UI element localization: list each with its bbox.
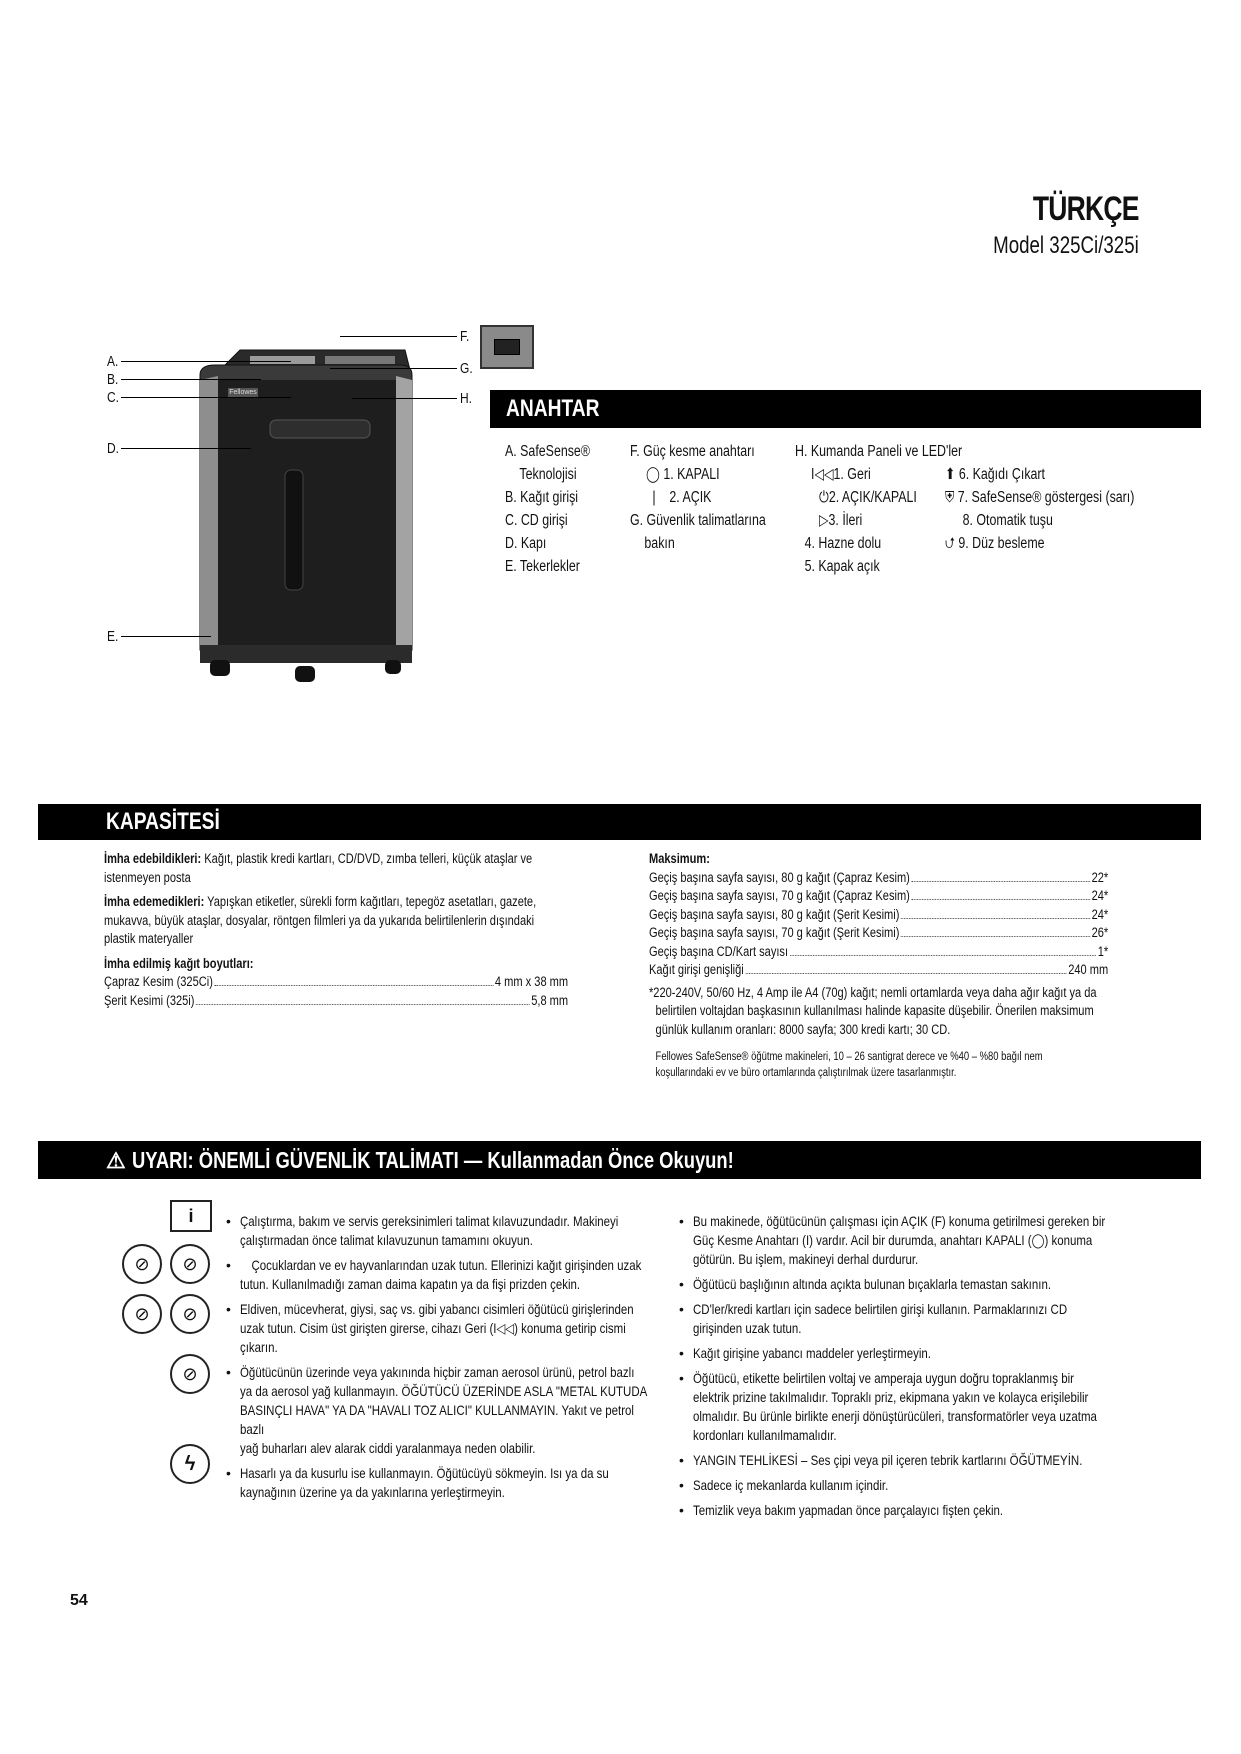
paper-clear-icon: ⬆ (945, 466, 959, 483)
capacity-note-2: belirtilen voltajdan başkasının kullanılması halinde kapasite düşebilir. Önerilen maksimum (655, 1003, 1094, 1018)
warning-right-column (679, 1212, 1179, 1520)
key-item-g1: G. Güvenlik talimatlarına (630, 512, 766, 529)
warning-item: • Bu makinede, öğütücünün çalışması için AÇIK (F) konuma getirilmesi gereken bir Güç Kesme Anahtarı (I) vardır. Acil bir durumda, anahtarı KAPALI (◯) konuma götürün. Bu işlem, makineyi derhal durdurur. (679, 1213, 1106, 1267)
page-number: 54 (70, 1592, 88, 1609)
warning-item: • Sadece iç mekanlarda kullanım içindir. (679, 1477, 889, 1493)
warning-item: • Öğütücü başlığının altında açıkta bulunan bıçaklarla temastan sakının. (679, 1276, 1052, 1292)
capacity-foot-1: Fellowes SafeSense® öğütme makineleri, 10 – 26 santigrat derece ve %40 – %80 bağıl nem (655, 1051, 1043, 1063)
power-switch-icon (480, 325, 534, 369)
label-d: D. (107, 440, 119, 457)
key-item-h7: ⛨ 7. SafeSense® göstergesi (sarı) (945, 489, 1135, 506)
warning-left-column (226, 1212, 656, 1502)
no-hair-icon: ⊘ (170, 1294, 210, 1334)
label-h: H. (460, 390, 472, 407)
label-g: G. (460, 360, 473, 377)
no-aerosol-icon: ⊘ (170, 1354, 210, 1394)
key-column-1 (505, 440, 611, 578)
shred-size-row: Çapraz Kesim (325Ci) 4 mm x 38 mm (104, 974, 569, 989)
key-section-header: ANAHTAR (490, 390, 1201, 428)
on-bar-icon: | (652, 489, 670, 506)
cannot-shred-line-1: İmha edemedikleri: Yapışkan etiketler, sürekli form kağıtları, tepegöz asetatları, gazete, (104, 894, 537, 909)
key-item-h9: ⮍ 9. Düz besleme (945, 535, 1045, 552)
warning-item: • Eldiven, mücevherat, giysi, saç vs. gibi yabancı cisimleri öğütücü girişlerinden uzak tutun. Cisim üst girişten girerse, cihazı Geri (I◁◁) konuma getirip cismi çıkarın. (226, 1301, 634, 1355)
capacity-left (104, 850, 664, 1010)
capacity-foot-2: koşullarındaki ev ve büro ortamlarında çalıştırılmak üzere tasarlanmıştır. (655, 1067, 957, 1079)
leader-c (121, 397, 291, 398)
key-item-h3: ▷3. İleri (819, 512, 863, 529)
max-label: Maksimum: (649, 851, 710, 866)
warning-item: • Öğütücünün üzerinde veya yakınında hiçbir zaman aerosol ürünü, petrol bazlı ya da aerosol yağ kullanmayın. ÖĞÜTÜCÜ ÜZERİNDE ASLA "METAL KUTUDA BASINÇLI HAVA" YA DA "HAVALI TOZ ALICI" KULLANMAYIN. Yakıt ve petrol bazlı yağ buharları alev alarak ciddi yaralanmaya neden olabilir. (226, 1364, 648, 1456)
max-row: Geçiş başına sayfa sayısı, 80 g kağıt (Şerit Kesimi) 24* (649, 906, 1109, 922)
max-row: Kağıt girişi genişliği 240 mm (649, 962, 1109, 977)
shred-sizes-label: İmha edilmiş kağıt boyutları: (104, 955, 254, 971)
capacity-note-1: *220-240V, 50/60 Hz, 4 Amp ile A4 (70g) kağıt; nemli ortamlarda veya daha ağır kağıt ya da (649, 984, 1097, 1000)
can-shred-line-2: istenmeyen posta (104, 869, 191, 885)
leader-e (121, 636, 211, 637)
read-manual-icon: i (170, 1200, 212, 1232)
label-e: E. (107, 628, 119, 645)
shred-size-row: Şerit Kesimi (325i) 5,8 mm (104, 992, 569, 1008)
warning-item: • CD'ler/kredi kartları için sadece belirtilen girişi kullanın. Parmaklarınızı CD girişinden uzak tutun. (679, 1301, 1068, 1336)
electric-hazard-icon: ϟ (170, 1444, 210, 1484)
reverse-icon: I◁◁ (811, 466, 834, 483)
max-row: Geçiş başına CD/Kart sayısı 1* (649, 943, 1109, 959)
warning-item: • Temizlik veya bakım yapmadan önce parçalayıcı fişten çekin. (679, 1502, 1004, 1518)
no-hands-icon: ⊘ (170, 1244, 210, 1284)
warning-item: • Çocuklardan ve ev hayvanlarından uzak tutun. Ellerinizi kağıt girişinden uzak tutun. Kullanılmadığı zaman daima kapatın ya da fişi prizden çekin. (226, 1257, 642, 1292)
shredder-diagram (100, 320, 480, 700)
power-icon: ⏻ (819, 489, 829, 506)
no-children-icon: ⊘ (122, 1244, 162, 1284)
leader-a (121, 361, 291, 362)
shredder-illustration (100, 320, 480, 700)
capacity-note-3: günlük kullanım oranları: 8000 sayfa; 300 kredi kartı; 30 CD. (655, 1021, 951, 1037)
leader-d (121, 448, 251, 449)
model-title: Model 325Ci/325i (993, 232, 1139, 259)
leader-b (121, 379, 261, 380)
key-item-c: C. CD girişi (505, 512, 568, 529)
brand-label: Fellowes (229, 389, 257, 396)
safesense-icon: ⛨ (945, 489, 958, 506)
key-item-f1: ◯ 1. KAPALI (646, 466, 720, 483)
key-item-h6: ⬆ 6. Kağıdı Çıkart (945, 466, 1045, 483)
cannot-shred-line-2: mukavva, büyük ataşlar, dosyalar, röntgen filmleri ya da yukarıda belirtilenlerin dışındaki (104, 912, 535, 928)
warning-triangle-icon: ⚠ (106, 1148, 126, 1173)
off-circle-icon: ◯ (646, 466, 664, 483)
label-a: A. (107, 353, 119, 370)
warning-item: • Çalıştırma, bakım ve servis gereksinimleri talimat kılavuzundadır. Makineyi çalıştırmadan önce talimat kılavuzunun tamamını okuyun. (226, 1213, 619, 1248)
warning-item: • Kağıt girişine yabancı maddeler yerleştirmeyin. (679, 1345, 932, 1361)
warning-section-header: ⚠ UYARI: ÖNEMLİ GÜVENLİK TALİMATI — Kullanmadan Önce Okuyun! (38, 1141, 1201, 1179)
warning-item: • YANGIN TEHLİKESİ – Ses çipi veya pil içeren tebrik kartlarını ÖĞÜTMEYİN. (679, 1452, 1083, 1468)
key-item-a-cont: Teknolojisi (519, 466, 577, 483)
key-item-b: B. Kağıt girişi (505, 489, 579, 506)
leader-g (330, 368, 457, 369)
label-b: B. (107, 371, 119, 388)
language-title: TÜRKÇE (1033, 190, 1139, 228)
warning-item: • Öğütücü, etikette belirtilen voltaj ve amperaja uygun doğru topraklanmış bir elektrik prizine takılmalıdır. Topraklı priz, ekipmana yakın ve kolayca erişilebilir olmalıdır. Bu ürünle birlikte enerji dönüştürücüleri, transformatörler veya uzatma kordonları kullanılmamalıdır. (679, 1370, 1097, 1443)
leader-f (340, 336, 457, 337)
key-item-f: F. Güç kesme anahtarı (630, 443, 755, 460)
straight-feed-icon: ⮍ (945, 535, 959, 552)
capacity-right (649, 850, 1209, 1081)
key-item-h: H. Kumanda Paneli ve LED'ler (795, 443, 963, 460)
key-item-h5: 5. Kapak açık (804, 558, 880, 575)
key-item-g2: bakın (644, 535, 675, 552)
can-shred-line-1: İmha edebildikleri: Kağıt, plastik kredi kartları, CD/DVD, zımba telleri, küçük ataşlar ve (104, 851, 533, 866)
warning-item: • Hasarlı ya da kusurlu ise kullanmayın. Öğütücüyü sökmeyin. Isı ya da su kaynağının üzerine ya da yakınlarına yerleştirmeyin. (226, 1465, 609, 1500)
label-f: F. (460, 328, 470, 345)
leader-h (352, 398, 457, 399)
key-item-h4: 4. Hazne dolu (804, 535, 882, 552)
key-item-h8: 8. Otomatik tuşu (962, 512, 1053, 529)
max-row: Geçiş başına sayfa sayısı, 70 g kağıt (Çapraz Kesim) 24* (649, 888, 1109, 903)
key-column-4 (945, 463, 1182, 555)
key-item-h1: I◁◁1. Geri (811, 466, 871, 483)
capacity-section-header: KAPASİTESİ (38, 804, 1201, 840)
forward-icon: ▷ (819, 512, 829, 529)
key-column-2 (630, 440, 800, 555)
key-item-f2: | 2. AÇIK (652, 489, 712, 506)
key-item-d: D. Kapı (505, 535, 547, 552)
label-c: C. (107, 389, 119, 406)
max-row: Geçiş başına sayfa sayısı, 70 g kağıt (Şerit Kesimi) 26* (649, 925, 1109, 940)
key-item-a: A. SafeSense® (505, 443, 590, 460)
cannot-shred-line-3: plastik materyaller (104, 931, 194, 946)
key-item-e: E. Tekerlekler (505, 558, 580, 575)
max-row: Geçiş başına sayfa sayısı, 80 g kağıt (Çapraz Kesim) 22* (649, 869, 1109, 885)
key-item-h2: ⏻2. AÇIK/KAPALI (819, 489, 917, 506)
no-tie-icon: ⊘ (122, 1294, 162, 1334)
